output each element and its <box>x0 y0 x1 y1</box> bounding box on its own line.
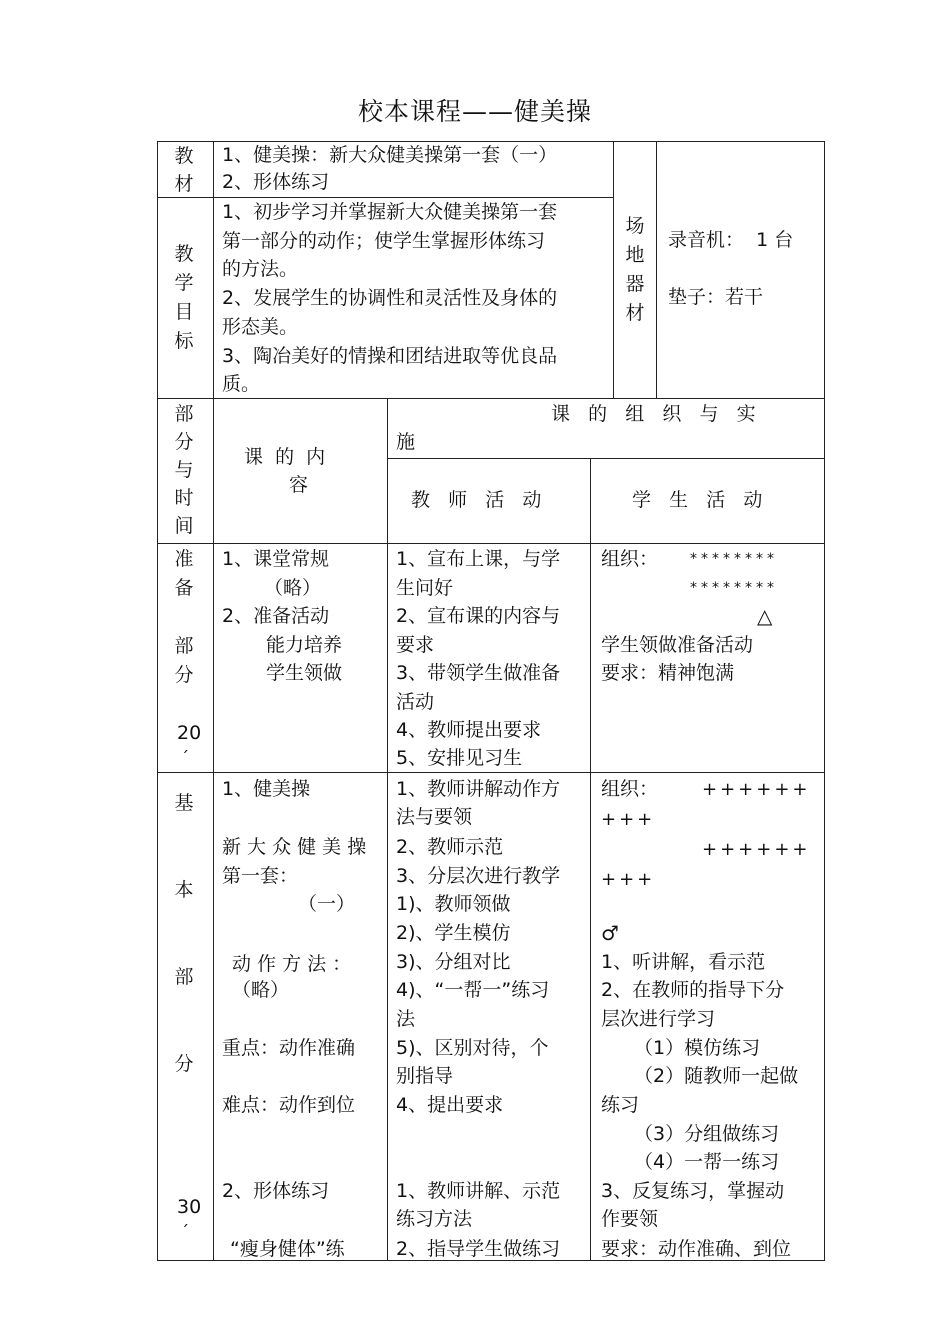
table-line <box>387 458 825 459</box>
prep-org-label: 组织： <box>601 548 659 570</box>
prep-teacher-line: 要求 <box>396 634 435 656</box>
prep-student-line: 要求：精神饱满 <box>601 662 735 684</box>
basic-teacher-line: 3、分层次进行教学 <box>396 865 561 887</box>
prep-teacher-line: 1、宣布上课，与学 <box>396 548 561 570</box>
prep-teacher-line: 3、带领学生做准备 <box>396 662 561 684</box>
prep-teacher-line: 4、教师提出要求 <box>396 719 542 741</box>
table-line <box>387 398 388 1260</box>
basic-student-line: 2、在教师的指导下分 <box>601 979 785 1001</box>
basic-content-line: 1、健美操 <box>222 778 311 800</box>
basic-time-mark: ´ <box>181 1222 189 1241</box>
equipment-item: 垫子：若干 <box>668 286 764 308</box>
student-activity-header: 学 生 活 动 <box>632 489 763 511</box>
basic-content-line: 难点：动作到位 <box>222 1094 356 1116</box>
mubiao-line: 形态美。 <box>222 316 299 338</box>
mubiao-label: 教 学 目 标 <box>174 243 194 352</box>
table-line <box>824 141 825 1260</box>
basic-teacher-line: 2)、学生模仿 <box>396 922 511 944</box>
mubiao-line: 3、陶冶美好的情操和团结进取等优良品 <box>222 345 558 367</box>
basic-student-line: 层次进行学习 <box>601 1008 716 1030</box>
basic-content-line: （略） <box>232 979 290 1001</box>
basic-teacher-line: 5)、区别对待，个 <box>396 1037 549 1059</box>
teacher-activity-header: 教 师 活 动 <box>411 489 542 511</box>
basic-student-line: 1、听讲解，看示范 <box>601 951 766 973</box>
prep-label: 准 备 部 分 <box>174 548 194 686</box>
basic-label: 基 本 部 分 <box>174 792 194 1075</box>
basic-student-line: 作要领 <box>601 1208 659 1230</box>
basic-teacher-line: 3)、分组对比 <box>396 951 511 973</box>
jiaocai-line: 2、形体练习 <box>222 171 330 193</box>
formation-stars: ******** <box>690 580 778 596</box>
basic-org-label: 组织： <box>601 778 659 800</box>
mubiao-line: 第一部分的动作；使学生掌握形体练习 <box>222 230 546 252</box>
basic-teacher-line: 4、提出要求 <box>396 1094 504 1116</box>
prep-teacher-line: 5、安排见习生 <box>396 747 523 769</box>
part-time-label: 部 分 与 时 间 <box>174 403 194 537</box>
basic-student-line: （3）分组做练习 <box>634 1123 780 1145</box>
prep-content-line: 1、课堂常规 <box>222 548 330 570</box>
changdi-label: 场 地 器 材 <box>625 215 645 324</box>
basic-teacher-line: 1、教师讲解动作方 <box>396 778 561 800</box>
basic-teacher-line: 法 <box>396 1008 416 1030</box>
formation-stars: ******** <box>690 551 778 567</box>
basic-teacher-line: 2、教师示范 <box>396 836 504 858</box>
basic-teacher-line: 别指导 <box>396 1065 454 1087</box>
table-line <box>590 458 591 1260</box>
prep-time: 20 <box>177 722 202 744</box>
prep-student-line: 学生领做准备活动 <box>601 634 754 656</box>
basic-teacher-line: 法与要领 <box>396 806 473 828</box>
basic-teacher-line: 2、指导学生做练习 <box>396 1238 561 1260</box>
prep-teacher-line: 活动 <box>396 691 435 713</box>
table-line <box>157 141 158 1260</box>
jiaocai-line: 1、健美操：新大众健美操第一套（一） <box>222 144 558 166</box>
basic-student-line: 要求：动作准确、到位 <box>601 1238 792 1260</box>
basic-content-line: （一） <box>298 893 356 915</box>
prep-content-line: （略） <box>264 577 322 599</box>
mubiao-line: 2、发展学生的协调性和灵活性及身体的 <box>222 287 558 309</box>
table-line <box>613 141 614 398</box>
content-header: 容 <box>289 474 309 496</box>
formation-plus: +++ <box>601 809 656 830</box>
basic-content-line: “瘦身健体”练 <box>230 1238 345 1260</box>
prep-content-line: 2、准备活动 <box>222 605 330 627</box>
table-line <box>213 141 214 1260</box>
basic-teacher-line: 1)、教师领做 <box>396 893 511 915</box>
basic-student-line: （4）一帮一练习 <box>634 1151 780 1173</box>
mubiao-line: 的方法。 <box>222 258 299 280</box>
mubiao-line: 质。 <box>222 373 261 395</box>
basic-content-line: 2、形体练习 <box>222 1180 330 1202</box>
prep-teacher-line: 生问好 <box>396 577 454 599</box>
equipment-item: 录音机： 1 台 <box>668 229 794 251</box>
organization-header: 施 <box>396 431 416 453</box>
prep-teacher-line: 2、宣布课的内容与 <box>396 605 561 627</box>
formation-plus: ++++++ <box>702 779 811 800</box>
jiaocai-label: 教 材 <box>174 145 194 195</box>
teacher-position-triangle: △ <box>757 604 773 628</box>
organization-header: 课 的 组 织 与 实 <box>551 403 756 425</box>
basic-student-line: （2）随教师一起做 <box>634 1065 799 1087</box>
basic-content-line: 动 作 方 法 ： <box>232 953 352 975</box>
basic-content-line: 新 大 众 健 美 操 <box>222 836 367 858</box>
table-line <box>656 141 657 398</box>
basic-student-line: （1）模仿练习 <box>634 1037 761 1059</box>
basic-student-line: 3、反复练习，掌握动 <box>601 1180 785 1202</box>
mubiao-line: 1、初步学习并掌握新大众健美操第一套 <box>222 201 558 223</box>
table-line <box>157 543 825 544</box>
prep-time-mark: ´ <box>181 748 189 767</box>
formation-plus: +++ <box>601 869 656 890</box>
prep-content-line: 能力培养 <box>266 634 343 656</box>
basic-content-line: 重点：动作准确 <box>222 1037 356 1059</box>
prep-content-line: 学生领做 <box>266 662 343 684</box>
basic-teacher-line: 4)、“一帮一”练习 <box>396 979 550 1001</box>
page-title: 校本课程——健美操 <box>357 97 592 126</box>
basic-teacher-line: 1、教师讲解、示范 <box>396 1180 561 1202</box>
content-header: 课 的 内 <box>244 446 326 468</box>
basic-student-line: 练习 <box>601 1094 640 1116</box>
basic-time: 30 <box>177 1196 202 1218</box>
basic-teacher-line: 练习方法 <box>396 1208 473 1230</box>
formation-plus: ++++++ <box>702 839 811 860</box>
basic-content-line: 第一套： <box>222 865 299 887</box>
teacher-position-symbol: ♂ <box>601 921 619 945</box>
